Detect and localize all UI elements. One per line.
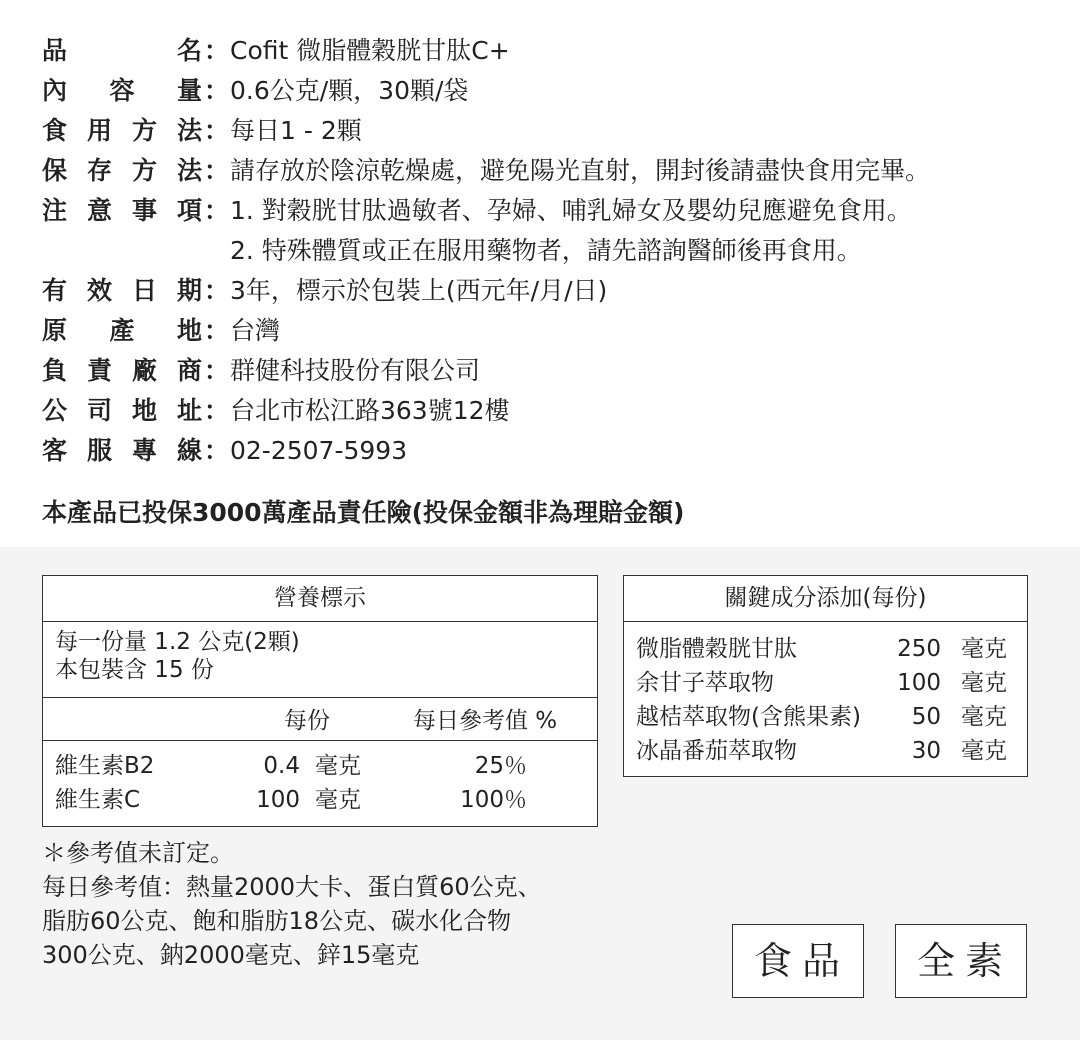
nutrient-amount: 100 <box>256 787 300 813</box>
note-line: ＊參考值未訂定。 <box>42 839 234 867</box>
info-label-char: 公 <box>42 396 68 425</box>
info-colon: ： <box>204 36 230 65</box>
info-label-char: 客 <box>42 436 68 465</box>
column-header-per-serving: 每份 <box>284 708 330 734</box>
ingredient-amount: 250 <box>897 636 941 662</box>
info-value: 2. 特殊體質或正在服用藥物者，請先諮詢醫師後再食用。 <box>230 236 862 265</box>
info-label-char: 專 <box>131 436 157 465</box>
info-label-char: 食 <box>42 116 68 145</box>
info-label-char: 責 <box>86 356 112 385</box>
table-row <box>624 666 1027 700</box>
info-label-char: 司 <box>86 396 112 425</box>
info-value: 1. 對穀胱甘肽過敏者、孕婦、哺乳婦女及嬰幼兒應避免食用。 <box>230 196 912 225</box>
info-label-char: 原 <box>42 316 68 345</box>
note-line: 300公克、鈉2000毫克、鋅15毫克 <box>42 941 420 969</box>
info-colon: ： <box>204 356 230 385</box>
info-label-char: 效 <box>86 276 112 305</box>
table-row <box>43 783 597 817</box>
info-label <box>42 191 202 231</box>
info-label <box>42 71 202 111</box>
info-label-char: 負 <box>42 356 68 385</box>
info-label-char: 意 <box>86 196 112 225</box>
info-label-char: 名 <box>176 36 202 65</box>
info-value: 台北市松江路363號12樓 <box>230 396 510 425</box>
info-colon: ： <box>204 76 230 105</box>
nutrient-daily-value: 25％ <box>474 753 527 779</box>
info-label <box>42 391 202 431</box>
column-header-daily-value: 每日參考值 % <box>413 708 558 734</box>
servings-per-pack: 本包裝含 15 份 <box>55 657 214 683</box>
info-label <box>42 351 202 391</box>
insurance-statement: 本產品已投保3000萬產品責任險(投保金額非為理賠金額) <box>42 498 685 527</box>
table-row <box>624 700 1027 734</box>
nutrient-amount: 0.4 <box>263 753 300 779</box>
nutrition-title: 營養標示 <box>43 576 597 622</box>
ingredient-name: 冰晶番茄萃取物 <box>636 738 797 764</box>
info-label-char: 有 <box>42 276 68 305</box>
ingredient-amount: 30 <box>911 738 941 764</box>
info-colon: ： <box>204 396 230 425</box>
info-colon: ： <box>204 156 230 185</box>
info-label-char: 量 <box>176 76 202 105</box>
info-label-char: 廠 <box>131 356 157 385</box>
table-row <box>624 734 1027 768</box>
info-label-char: 保 <box>42 156 68 185</box>
info-value: 每日1 - 2顆 <box>230 116 362 145</box>
info-label-char: 法 <box>176 116 202 145</box>
info-label-char: 容 <box>109 76 135 105</box>
ingredient-unit: 毫克 <box>961 738 1007 764</box>
info-value: 群健科技股份有限公司 <box>230 356 481 385</box>
info-colon: ： <box>204 436 230 465</box>
info-label-char: 期 <box>176 276 202 305</box>
info-label-char: 注 <box>42 196 68 225</box>
table-divider <box>43 697 597 698</box>
ingredients-title: 關鍵成分添加(每份) <box>624 576 1027 622</box>
note-line: 每日參考值：熱量2000大卡、蛋白質60公克、 <box>42 873 542 901</box>
info-value: 台灣 <box>230 316 281 345</box>
nutrient-unit: 毫克 <box>315 787 361 813</box>
info-label-char: 內 <box>42 76 68 105</box>
info-label <box>42 31 202 71</box>
info-label-char: 法 <box>176 156 202 185</box>
info-colon: ： <box>204 276 230 305</box>
info-label-char: 地 <box>131 396 157 425</box>
info-colon: ： <box>204 316 230 345</box>
info-label-char: 事 <box>131 196 157 225</box>
nutrient-name: 維生素C <box>55 787 141 813</box>
vegetarian-badge: 全素 <box>895 924 1027 998</box>
info-label-char: 項 <box>176 196 202 225</box>
info-label-char: 存 <box>86 156 112 185</box>
info-label-char: 址 <box>176 396 202 425</box>
info-value: 請存放於陰涼乾燥處，避免陽光直射，開封後請盡快食用完畢。 <box>230 156 931 185</box>
ingredient-unit: 毫克 <box>961 636 1007 662</box>
nutrient-daily-value: 100％ <box>460 787 527 813</box>
nutrition-notes <box>42 836 542 972</box>
info-label-char: 方 <box>131 156 157 185</box>
ingredient-name: 越桔萃取物(含熊果素) <box>636 704 861 730</box>
info-label <box>42 271 202 311</box>
info-label-char: 服 <box>86 436 112 465</box>
ingredient-name: 微脂體穀胱甘肽 <box>636 636 797 662</box>
table-divider <box>43 740 597 741</box>
info-colon: ： <box>204 196 230 225</box>
food-badge: 食品 <box>732 924 864 998</box>
ingredient-unit: 毫克 <box>961 670 1007 696</box>
info-value: 02-2507-5993 <box>230 436 408 465</box>
info-label <box>42 151 202 191</box>
info-value: 0.6公克/顆，30顆/袋 <box>230 76 469 105</box>
info-label-char: 商 <box>176 356 202 385</box>
ingredient-unit: 毫克 <box>961 704 1007 730</box>
key-ingredients-table <box>623 575 1028 777</box>
ingredient-name: 余甘子萃取物 <box>636 670 774 696</box>
nutrient-name: 維生素B2 <box>55 753 155 779</box>
note-line: 脂肪60公克、飽和脂肪18公克、碳水化合物 <box>42 907 512 935</box>
nutrient-unit: 毫克 <box>315 753 361 779</box>
ingredient-amount: 100 <box>897 670 941 696</box>
info-label-char: 方 <box>131 116 157 145</box>
info-label-char: 線 <box>176 436 202 465</box>
info-value: 3年，標示於包裝上(西元年/月/日) <box>230 276 608 305</box>
info-value: Cofit 微脂體穀胱甘肽C+ <box>230 36 510 65</box>
table-row <box>624 632 1027 666</box>
info-colon: ： <box>204 116 230 145</box>
info-label-char: 品 <box>42 36 68 65</box>
nutrition-facts-table <box>42 575 598 827</box>
table-row <box>43 749 597 783</box>
info-label <box>42 311 202 351</box>
serving-size: 每一份量 1.2 公克(2顆) <box>55 629 300 655</box>
info-label <box>42 111 202 151</box>
info-label <box>42 431 202 471</box>
info-label-char: 地 <box>176 316 202 345</box>
info-label-char: 日 <box>131 276 157 305</box>
serving-info <box>55 628 300 684</box>
ingredient-amount: 50 <box>911 704 941 730</box>
info-label-char: 用 <box>86 116 112 145</box>
info-label-char: 產 <box>109 316 135 345</box>
